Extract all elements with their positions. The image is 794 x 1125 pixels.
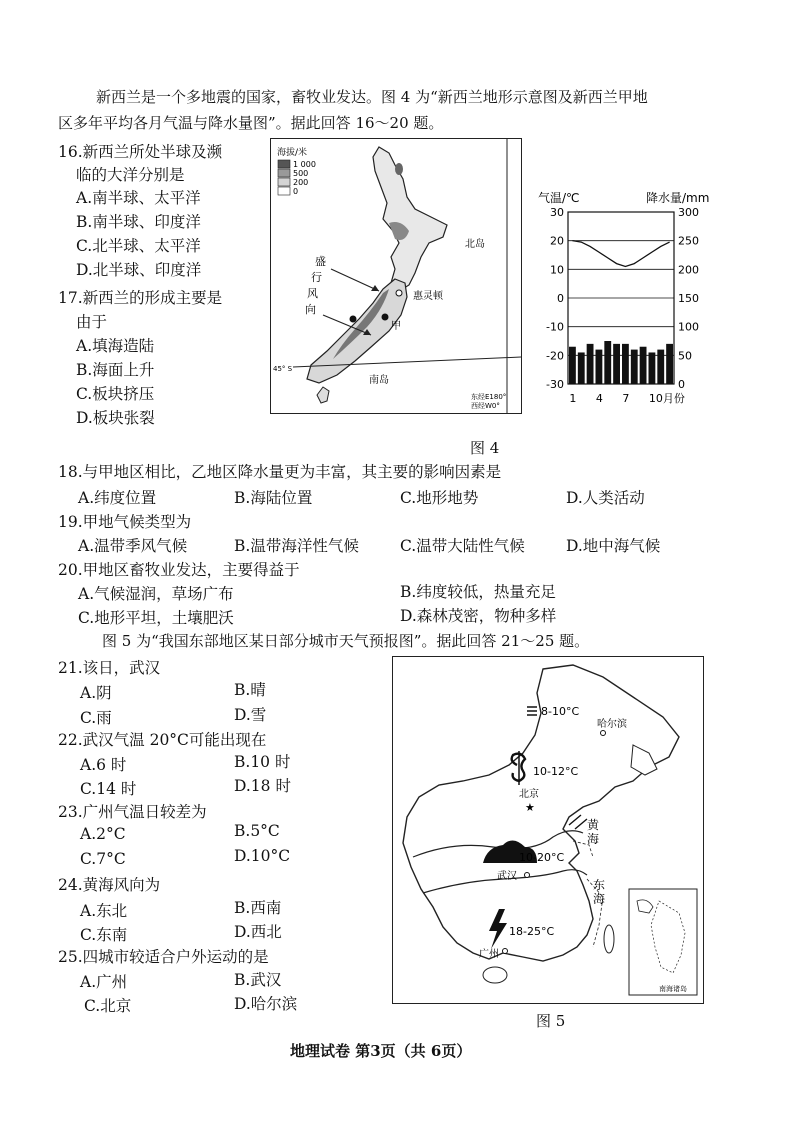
south-island-label: 南岛 <box>369 375 389 386</box>
wind-label-1: 盛 <box>315 255 326 268</box>
q17-stem-1: 17.新西兰的形成主要是 <box>58 289 223 307</box>
precip-bar <box>622 344 629 384</box>
east-sea-label-1: 东 <box>593 878 606 892</box>
q17-option-b[interactable]: B.海面上升 <box>76 361 155 379</box>
temp-tick-label: -10 <box>546 320 564 334</box>
precip-bar <box>631 350 638 384</box>
beijing-temp: 10-12°C <box>533 765 579 778</box>
q20-option-c[interactable]: C.地形平坦，土壤肥沃 <box>78 609 234 627</box>
wellington-point <box>396 290 402 296</box>
guangzhou-point <box>503 949 508 954</box>
q21-option-d[interactable]: D.雪 <box>234 706 267 724</box>
q16-stem-1: 16.新西兰所处半球及濒 <box>58 143 223 161</box>
q18-stem: 18.与甲地区相比，乙地区降水量更为丰富，其主要的影响因素是 <box>58 463 502 481</box>
q25-option-d[interactable]: D.哈尔滨 <box>234 995 298 1013</box>
q24-stem: 24.黄海风向为 <box>58 876 161 894</box>
elevation-legend <box>277 146 316 196</box>
q24-option-d[interactable]: D.西北 <box>234 923 282 941</box>
q20-option-d[interactable]: D.森林茂密，物种多样 <box>400 607 557 625</box>
q21-option-a[interactable]: A.阴 <box>80 684 112 702</box>
temp-axis-title: 气温/℃ <box>538 191 580 205</box>
fig5-caption: 图 5 <box>536 1012 566 1030</box>
harbin-temp: 8-10°C <box>541 705 580 718</box>
temp-tick-label: -30 <box>546 378 564 391</box>
month-tick-label: 4 <box>595 392 603 405</box>
wuhan-temp: 10-20°C <box>519 851 565 864</box>
q19-option-c[interactable]: C.温带大陆性气候 <box>400 537 525 555</box>
q23-option-c[interactable]: C.7°C <box>80 850 126 868</box>
yi-point <box>350 316 357 323</box>
q16-option-a[interactable]: A.南半球、太平洋 <box>76 189 201 207</box>
wuhan-label: 武汉 <box>497 871 517 882</box>
q25-option-a[interactable]: A.广州 <box>80 973 128 991</box>
guangzhou-temp: 18-25°C <box>509 925 555 938</box>
wind-label-2: 行 <box>311 271 322 284</box>
guangzhou-label: 广州 <box>479 949 499 960</box>
precip-bar <box>657 350 664 384</box>
q25-option-c[interactable]: C.北京 <box>84 997 132 1015</box>
precip-bar <box>596 350 603 384</box>
precip-bar <box>587 344 594 384</box>
intro-fig5: 图 5 为“我国东部地区某日部分城市天气预报图”。据此回答 21～25 题。 <box>102 632 590 650</box>
q18-option-d[interactable]: D.人类活动 <box>566 489 645 507</box>
east-sea-label-2: 海 <box>593 892 606 906</box>
precip-axis-title: 降水量/mm <box>646 191 710 205</box>
q19-option-b[interactable]: B.温带海洋性气候 <box>234 537 359 555</box>
q22-option-d[interactable]: D.18 时 <box>234 777 291 795</box>
precip-tick-label: 100 <box>678 320 699 334</box>
yellow-sea-label-1: 黄 <box>587 818 600 832</box>
page-footer: 地理试卷 第3页（共 6页） <box>290 1042 472 1060</box>
q16-option-c[interactable]: C.北半球、太平洋 <box>76 237 201 255</box>
wind-label-3: 风 <box>307 287 318 300</box>
harbin-label: 哈尔滨 <box>597 719 627 730</box>
q19-stem: 19.甲地气候类型为 <box>58 513 192 531</box>
month-tick-label: 1 <box>569 392 577 405</box>
latitude-label: 45° S <box>273 365 293 373</box>
intro-line-2: 区多年平均各月气温与降水量图”。据此回答 16～20 题。 <box>58 114 444 132</box>
legend-1000: 1 000 <box>293 160 316 169</box>
intro-line-1: 新西兰是一个多地震的国家，畜牧业发达。图 4 为“新西兰地形示意图及新西兰甲地 <box>96 88 648 106</box>
q18-option-b[interactable]: B.海陆位置 <box>234 489 313 507</box>
q17-option-d[interactable]: D.板块张裂 <box>76 409 155 427</box>
q21-option-c[interactable]: C.雨 <box>80 709 112 727</box>
legend-200: 200 <box>293 178 309 187</box>
month-tick-label: 7 <box>622 392 630 405</box>
q17-option-c[interactable]: C.板块挤压 <box>76 385 155 403</box>
temp-tick-label: 20 <box>550 234 564 248</box>
temp-tick-label: 0 <box>557 292 564 305</box>
q21-option-b[interactable]: B.晴 <box>234 681 266 699</box>
q18-option-a[interactable]: A.纬度位置 <box>78 489 157 507</box>
north-island-label: 北岛 <box>465 239 485 250</box>
temp-tick-label: -20 <box>546 349 564 363</box>
precip-bar <box>666 344 673 384</box>
wind-label-4: 向 <box>305 303 316 316</box>
q23-option-a[interactable]: A.2°C <box>80 825 126 843</box>
q20-option-a[interactable]: A.气候湿润，草场广布 <box>78 585 234 603</box>
month-tick-label: 10月份 <box>648 392 685 405</box>
precip-tick-label: 200 <box>678 263 699 277</box>
q20-stem: 20.甲地区畜牧业发达，主要得益于 <box>58 561 300 579</box>
south-china-sea-inset <box>629 889 697 995</box>
q22-option-c[interactable]: C.14 时 <box>80 780 137 798</box>
q24-option-c[interactable]: C.东南 <box>80 926 128 944</box>
q17-stem-2: 由于 <box>76 313 108 331</box>
temp-tick-label: 10 <box>550 263 564 277</box>
precip-tick-label: 250 <box>678 234 699 248</box>
q22-option-a[interactable]: A.6 时 <box>80 756 127 774</box>
q23-option-b[interactable]: B.5°C <box>234 822 280 840</box>
q19-option-d[interactable]: D.地中海气候 <box>566 537 661 555</box>
temp-tick-label: 30 <box>550 206 564 219</box>
precip-bar <box>613 344 620 384</box>
legend-0: 0 <box>293 187 299 196</box>
q22-option-b[interactable]: B.10 时 <box>234 753 291 771</box>
q17-option-a[interactable]: A.填海造陆 <box>76 337 155 355</box>
climate-chart <box>528 186 728 416</box>
precip-tick-label: 50 <box>678 349 692 363</box>
q16-option-d[interactable]: D.北半球、印度洋 <box>76 261 202 279</box>
wuhan-point <box>525 873 530 878</box>
precip-bar <box>604 341 611 384</box>
jia-label: 甲 <box>391 321 401 332</box>
precip-tick-label: 300 <box>678 206 699 219</box>
harbin-point <box>601 731 606 736</box>
north-island-shape <box>373 147 447 291</box>
q25-stem: 25.四城市较适合户外运动的是 <box>58 948 269 966</box>
yellow-sea-label-2: 海 <box>587 832 600 846</box>
precip-bar <box>649 352 656 384</box>
q24-option-b[interactable]: B.西南 <box>234 899 282 917</box>
wellington-label: 惠灵顿 <box>413 291 443 302</box>
q19-option-a[interactable]: A.温带季风气候 <box>78 537 188 555</box>
q21-stem: 21.该日，武汉 <box>58 659 161 677</box>
q18-option-c[interactable]: C.地形地势 <box>400 489 479 507</box>
svg-text:★: ★ <box>525 801 535 814</box>
q16-option-b[interactable]: B.南半球、印度洋 <box>76 213 201 231</box>
q23-option-d[interactable]: D.10°C <box>234 847 291 865</box>
q24-option-a[interactable]: A.东北 <box>80 902 128 920</box>
china-weather-map <box>392 656 704 1004</box>
q22-stem: 22.武汉气温 20°C可能出现在 <box>58 731 267 749</box>
q20-option-b[interactable]: B.纬度较低，热量充足 <box>400 583 556 601</box>
jia-point <box>382 314 389 321</box>
q25-option-b[interactable]: B.武汉 <box>234 971 282 989</box>
yellow-sea-wind <box>569 815 587 829</box>
longitude-label-2: 西经W0° <box>471 402 500 410</box>
precip-bar <box>578 352 585 384</box>
longitude-label-1: 东经E180° <box>471 393 507 401</box>
new-zealand-map <box>270 138 522 414</box>
precip-bar <box>640 347 647 384</box>
q23-stem: 23.广州气温日较差为 <box>58 803 207 821</box>
q16-stem-2: 临的大洋分别是 <box>76 166 185 184</box>
legend-title: 海拔/米 <box>277 148 308 158</box>
precip-bar <box>569 347 576 384</box>
legend-500: 500 <box>293 169 309 178</box>
precip-tick-label: 150 <box>678 292 699 305</box>
inset-label: 南海诸岛 <box>659 985 687 993</box>
beijing-label: 北京 <box>519 789 539 800</box>
precip-tick-label: 0 <box>678 378 685 391</box>
fig4-caption: 图 4 <box>470 439 500 457</box>
